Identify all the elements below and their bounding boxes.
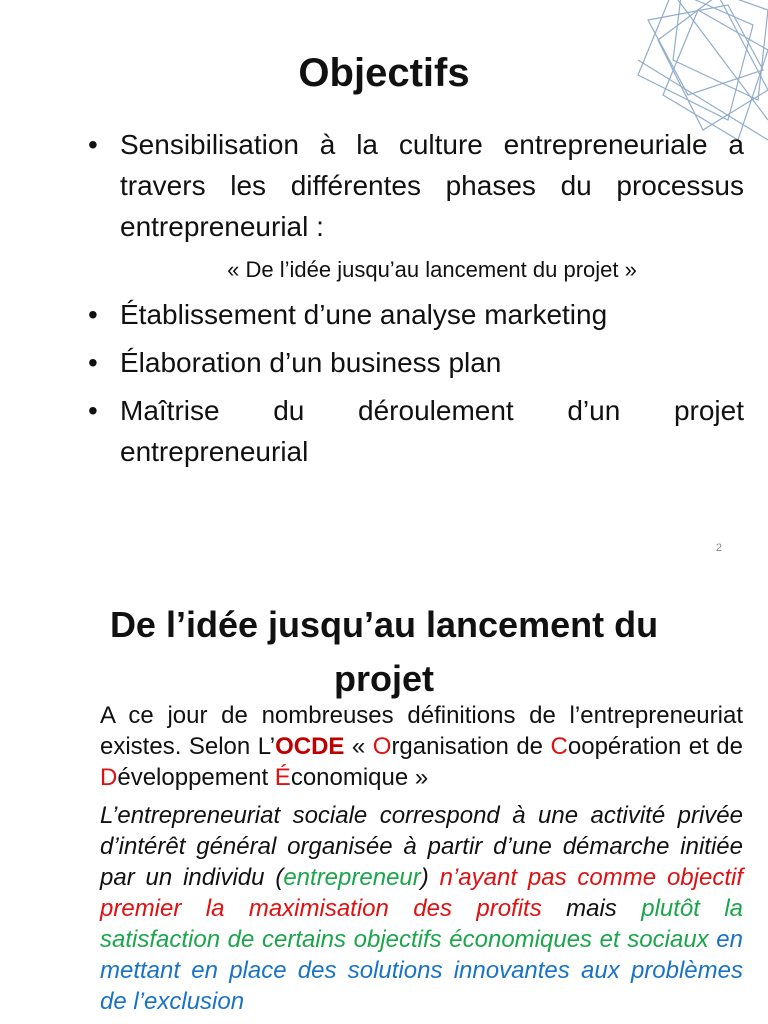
bullet-glyph: •	[88, 347, 98, 378]
definition-paragraph	[100, 800, 743, 1017]
acronym-letter: O	[372, 733, 392, 760]
objectives-clause: plutôt la satisfaction de certains objectifs économiques et sociaux	[100, 895, 744, 953]
intro-text: «	[344, 733, 373, 760]
bullet-glyph: •	[88, 395, 98, 426]
acronym-letter: C	[550, 733, 568, 760]
slide-title: Objectifs	[298, 51, 470, 95]
bullet-text: Maîtrise du déroulement d’un projet entrepreneurial	[120, 395, 744, 467]
objectives-list	[80, 124, 744, 479]
definition-text: )	[420, 864, 440, 891]
intro-text: conomique »	[290, 764, 429, 791]
acronym-letter: É	[274, 764, 291, 791]
bullet-text: Établissement d’une analyse marketing	[120, 299, 608, 330]
bullet-item	[80, 342, 744, 383]
bullet-glyph: •	[88, 129, 98, 160]
quote-line: « De l’idée jusqu’au lancement du projet »	[227, 257, 637, 282]
acronym-letter: D	[100, 764, 118, 791]
intro-text: oopération et de	[567, 733, 743, 760]
definition-text: L’entrepreneuriat sociale correspond à une activité privée d’intérêt général organisée à partir d’une démarche initiée par un individu (	[100, 802, 743, 891]
bullet-text: Élaboration d’un business plan	[120, 347, 502, 378]
bullet-item	[80, 124, 744, 247]
bullet-item	[80, 390, 744, 472]
solutions-clause: en mettant en place des solutions innovantes aux problèmes de l’exclusion	[100, 926, 743, 1015]
bullet-glyph: •	[88, 299, 98, 330]
bullet-item	[80, 294, 744, 335]
intro-text: rganisation de	[391, 733, 551, 760]
page-number: 2	[715, 542, 722, 554]
intro-text: éveloppement	[117, 764, 275, 791]
ocde-acronym: OCDE	[275, 733, 345, 760]
definition-text: mais	[541, 895, 642, 922]
bullet-text: Sensibilisation à la culture entrepreneuriale a travers les différentes phases du processus entrepreneurial :	[120, 129, 744, 242]
slide-2	[0, 560, 768, 1024]
entrepreneur-term: entrepreneur	[283, 864, 421, 891]
intro-text: A ce jour de nombreuses définitions de l’entrepreneuriat existes. Selon L’	[100, 702, 743, 760]
intro-paragraph	[100, 700, 743, 793]
slide-title: De l’idée jusqu’au lancement du projet	[109, 604, 659, 699]
profit-clause: n’ayant pas comme objectif premier la maximisation des profits	[100, 864, 743, 922]
